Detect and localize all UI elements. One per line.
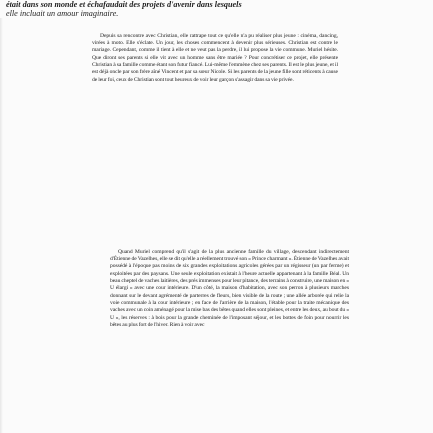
paragraph-1: Depuis sa rencontre avec Christian, elle rattrape tout ce qu'elle n'a pu réaliser plus jeune : cinéma, dancing, virées à moto. Elle s'éclate. Un jour, les choses commencent à devenir plus sérieuses. Christian est contre le mariage. Cependant, comme il tient à elle et ne veut pas la perdre, il lui propose la vie commune. Muriel hésite. Que diront ses parents si elle vit avec un homme sans être mariée ? Pour concrétiser ce projet, elle présente Christian à sa famille comme étant son futur fiancé. Lui-même l'emmène chez ses parents. Il est le plus jeune, et il est déjà oncle par son frère aîné Vincent et par sa sœur Nicole. Si les parents de la jeune fille sont réticents à cause de leur foi, ceux de Christian sont tout heureux de voir leur garçon s'assagir dans sa vie privée. bbox=[92, 32, 338, 83]
page-gutter-shadow bbox=[0, 18, 3, 433]
fragment-line-1: était dans son monde et échafaudait des projets d'avenir dans lesquels bbox=[6, 0, 242, 9]
fragment-line-2: elle incluait un amour imaginaire. bbox=[6, 9, 119, 18]
paragraph-2: Quand Muriel comprend qu'il s'agit de la plus ancienne famille du village, descendant indirectement d'Étienne de Vazelhes, elle se dit qu'elle a réellement trouvé son « Prince charmant ». Étienne de Vazelhes avait possédé à l'époque pas moins de six grandes exploitations agricoles gérées par un régisseur (un par ferme) et exploitées par des paysans. Une seule exploitation existait à l'heure actuelle appartenant à la famille Béal. Un beau cheptel de vaches laitières, des prés immenses pour leur pitance, des terrains à construire, une maison en « U élargi » avec une cour intérieure. D'un côté, la maison d'habitation, avec son perron à plusieurs marches donnant sur le devant agrémenté de parterres de fleurs, bien visible de la route ; une allée arborée qui relie la voie communale à la cour intérieure ; en face de l'arrière de la maison, l'étable pour la traite mécanique des vaches avec un coin aménagé pour la mise bas des bêtes quand elles sont pleines, et entre les deux, au bout du « U », les réserves : à bois pour la grande cheminée de l'imposant séjour, et les bottes de foin pour nourrir les bêtes au plus fort de l'hiver. Rien à voir avec bbox=[110, 248, 349, 329]
previous-paragraph-fragment bbox=[6, 0, 306, 18]
